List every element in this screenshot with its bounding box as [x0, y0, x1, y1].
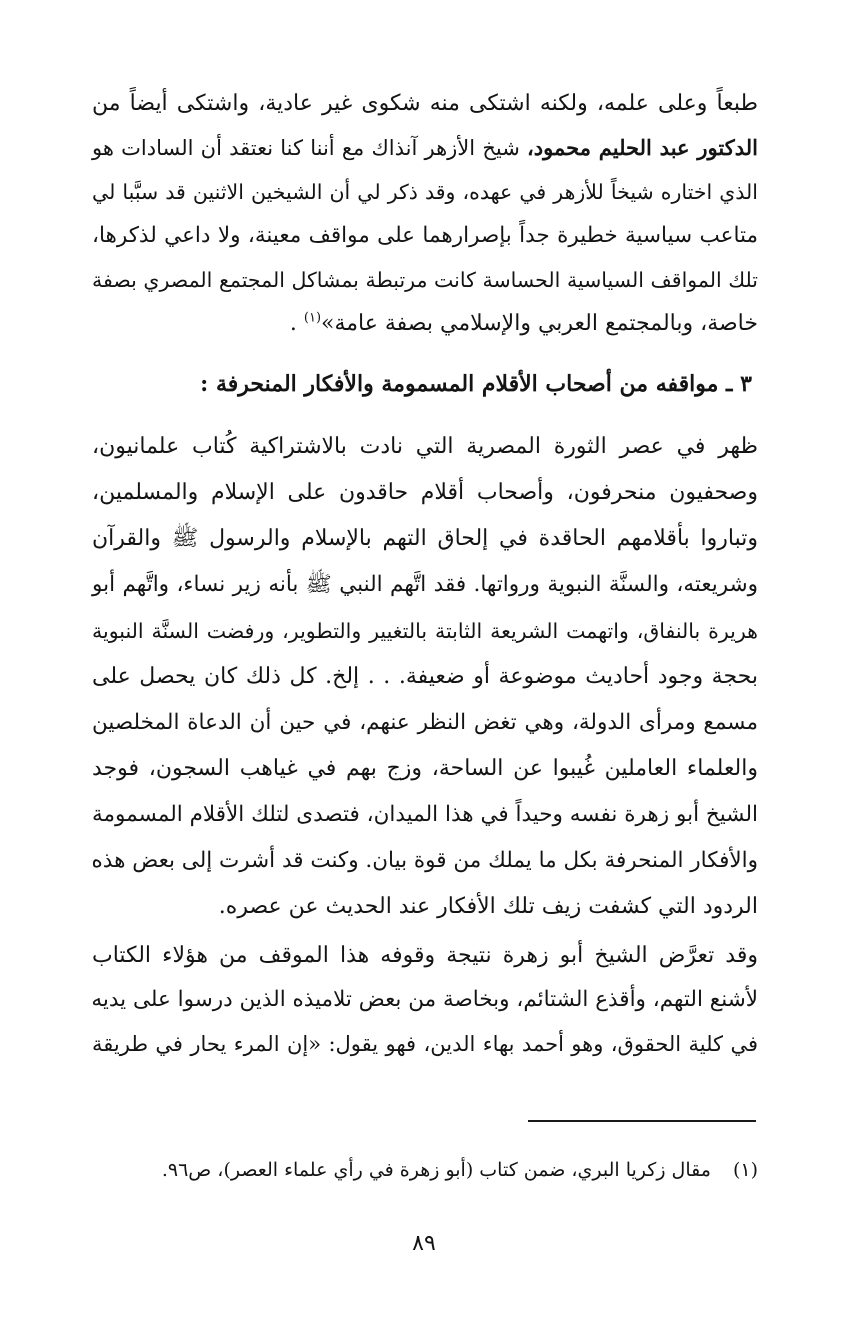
paragraph-last-line	[92, 302, 758, 346]
paragraph-2	[92, 424, 758, 930]
paragraph-line: تلك المواقف السياسية الحساسة كانت مرتبطة بمشاكل المجتمع المصري بصفة	[92, 268, 758, 292]
paragraph-line: بحجة وجود أحاديث موضوعة أو ضعيفة. . . إلخ. كل ذلك كان يحصل على	[92, 664, 758, 689]
line-text: خاصة، وبالمجتمع العربي والإسلامي بصفة عامة»	[321, 311, 758, 336]
line-text: شيخ الأزهر آنذاك مع أننا كنا نعتقد أن السادات هو	[92, 136, 520, 160]
page-number: ٨٩	[412, 1231, 436, 1256]
paragraph-line: وتباروا بأقلامهم الحاقدة في إلحاق التهم بالإسلام والرسول ﷺ والقرآن	[92, 526, 758, 551]
paragraph-line: في كلية الحقوق، وهو أحمد بهاء الدين، فهو يقول: «إن المرء يحار في طريقة	[92, 1032, 758, 1056]
paragraph-line: والأفكار المنحرفة بكل ما يملك من قوة بيان. وكنت قد أشرت إلى بعض هذه	[91, 848, 758, 873]
paragraph-line: ظهر في عصر الثورة المصرية التي نادت بالاشتراكية كُتاب علمانيون،	[92, 434, 758, 459]
paragraph-last-line: الردود التي كشفت زيف تلك الأفكار عند الحديث عن عصره.	[218, 894, 758, 919]
footnote-reference: (١)	[303, 310, 322, 326]
paragraph-line: وقد تعرَّض الشيخ أبو زهرة نتيجة وقوفه هذا الموقف من هؤلاء الكتاب	[92, 943, 758, 968]
paragraph-line: مسمع ومرأى الدولة، وهي تغض النظر عنهم، في حين أن الدعاة المخلصين	[92, 710, 758, 735]
footnote-text: مقال زكريا البري، ضمن كتاب (أبو زهرة في رأي علماء العصر)، ص٩٦.	[161, 1159, 711, 1181]
footnote	[92, 1152, 758, 1188]
bold-name: الدكتور عبد الحليم محمود،	[527, 135, 758, 160]
paragraph-line: وشريعته، والسنَّة النبوية ورواتها. فقد اتَّهم النبي ﷺ بأنه زير نساء، واتَّهم أبو	[92, 572, 758, 597]
paragraph-line: الذي اختاره شيخاً للأزهر في عهده، وقد ذكر لي أن الشيخين الاثنين قد سبَّبا لي	[92, 180, 758, 204]
paragraph-line: وصحفيون منحرفون، وأصحاب أقلام حاقدون على الإسلام والمسلمين،	[92, 480, 758, 505]
paragraph-line: الشيخ أبو زهرة نفسه وحيداً في هذا الميدان، فتصدى لتلك الأقلام المسمومة	[92, 802, 758, 827]
footnote-number: (١)	[732, 1159, 758, 1181]
paragraph-line: هريرة بالنفاق، واتهمت الشريعة الثابتة بالتغيير والتطوير، ورفضت السنَّة النبوية	[92, 619, 758, 643]
paragraph-1	[92, 82, 758, 346]
paragraph-3	[92, 934, 758, 1066]
paragraph-line: طبعاً وعلى علمه، ولكنه اشتكى منه شكوى غير عادية، واشتكى أيضاً من	[92, 91, 758, 116]
paragraph-line	[92, 126, 758, 170]
paragraph-line: متاعب سياسية خطيرة جداً بإصرارهما على مواقف معينة، ولا داعي لذكرها،	[92, 223, 758, 248]
line-end: .	[289, 311, 297, 336]
paragraph-line: لأشنع التهم، وأقذع الشتائم، وبخاصة من بعض تلاميذه الذين درسوا على يديه	[91, 987, 758, 1012]
footnote-divider	[528, 1120, 756, 1122]
section-heading: ٣ ـ مواقفه من أصحاب الأقلام المسمومة والأفكار المنحرفة :	[200, 371, 752, 397]
paragraph-line: والعلماء العاملين غُيبوا عن الساحة، وزج بهم في غياهب السجون، فوجد	[92, 756, 758, 781]
